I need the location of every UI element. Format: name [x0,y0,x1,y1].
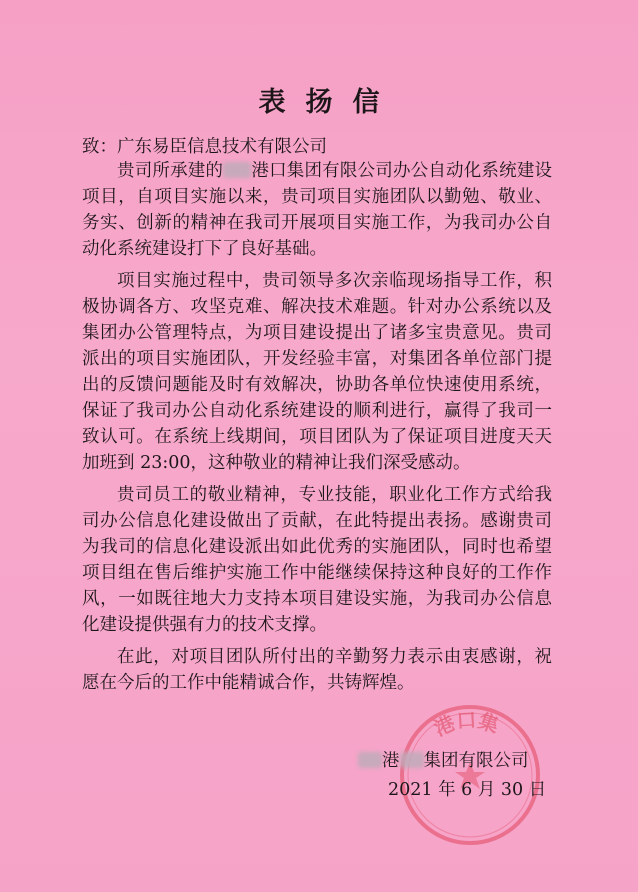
letter-date: 2021 年 6 月 30 日 [388,780,547,800]
letter-body [82,158,552,702]
official-seal [395,700,545,850]
paragraph-1-rest: 港口集团有限公司办公自动化系统建设项目，自项目实施以来，贵司项目实施团队以勤勉、敬业、务实、创新的精神在我司开展项目实施工作，为我司办公自动化系统建设打下了良好基础。 [82,161,553,259]
paragraph-2: 项目实施过程中，贵司领导多次亲临现场指导工作，积极协调各方、攻坚克难、解决技术难题。针对办公系统以及集团办公管理特点，为项目建设提出了诸多宝贵意见。贵司派出的项目实施团队，开发经验丰富，对集团各单位部门提出的反馈问题能及时有效解决，协助各单位快速使用系统，保证了我司办公自动化系统建设的顺利进行，赢得了我司一致认可。在系统上线期间，项目团队为了保证项目进度天天加班到 23:00，这种敬业的精神让我们深受感动。 [82,271,552,473]
recipient-line: 致：广东易臣信息技术有限公司 [82,137,327,157]
sender-part-1: 港 [382,751,400,771]
paragraph-1 [82,158,552,262]
sender-part-2: 集团有限公司 [423,751,529,771]
seal-text: 港口集 [430,707,502,741]
paragraph-4: 在此，对项目团队所付出的辛勤努力表示由衷感谢，祝愿在今后的工作中能精诚合作，共铸辉煌。 [82,647,552,693]
paragraph-3: 贵司员工的敬业精神，专业技能，职业化工作方式给我司办公信息化建设做出了贡献，在此特提出表扬。感谢贵司为我司的信息化建设派出如此优秀的实施团队，同时也希望项目组在售后维护实施工作中能继续保持这种良好的工作作风，一如既往地大力支持本项目建设实施，为我司办公信息化建设提供强有力的技术支撑。 [82,485,552,635]
redacted-mark [358,752,382,768]
redacted-mark [223,162,251,178]
sender-line [358,747,529,772]
redacted-mark [400,752,424,768]
paragraph-1-start: 贵司所承建的 [117,161,224,181]
letter-title: 表扬信 [258,87,400,118]
